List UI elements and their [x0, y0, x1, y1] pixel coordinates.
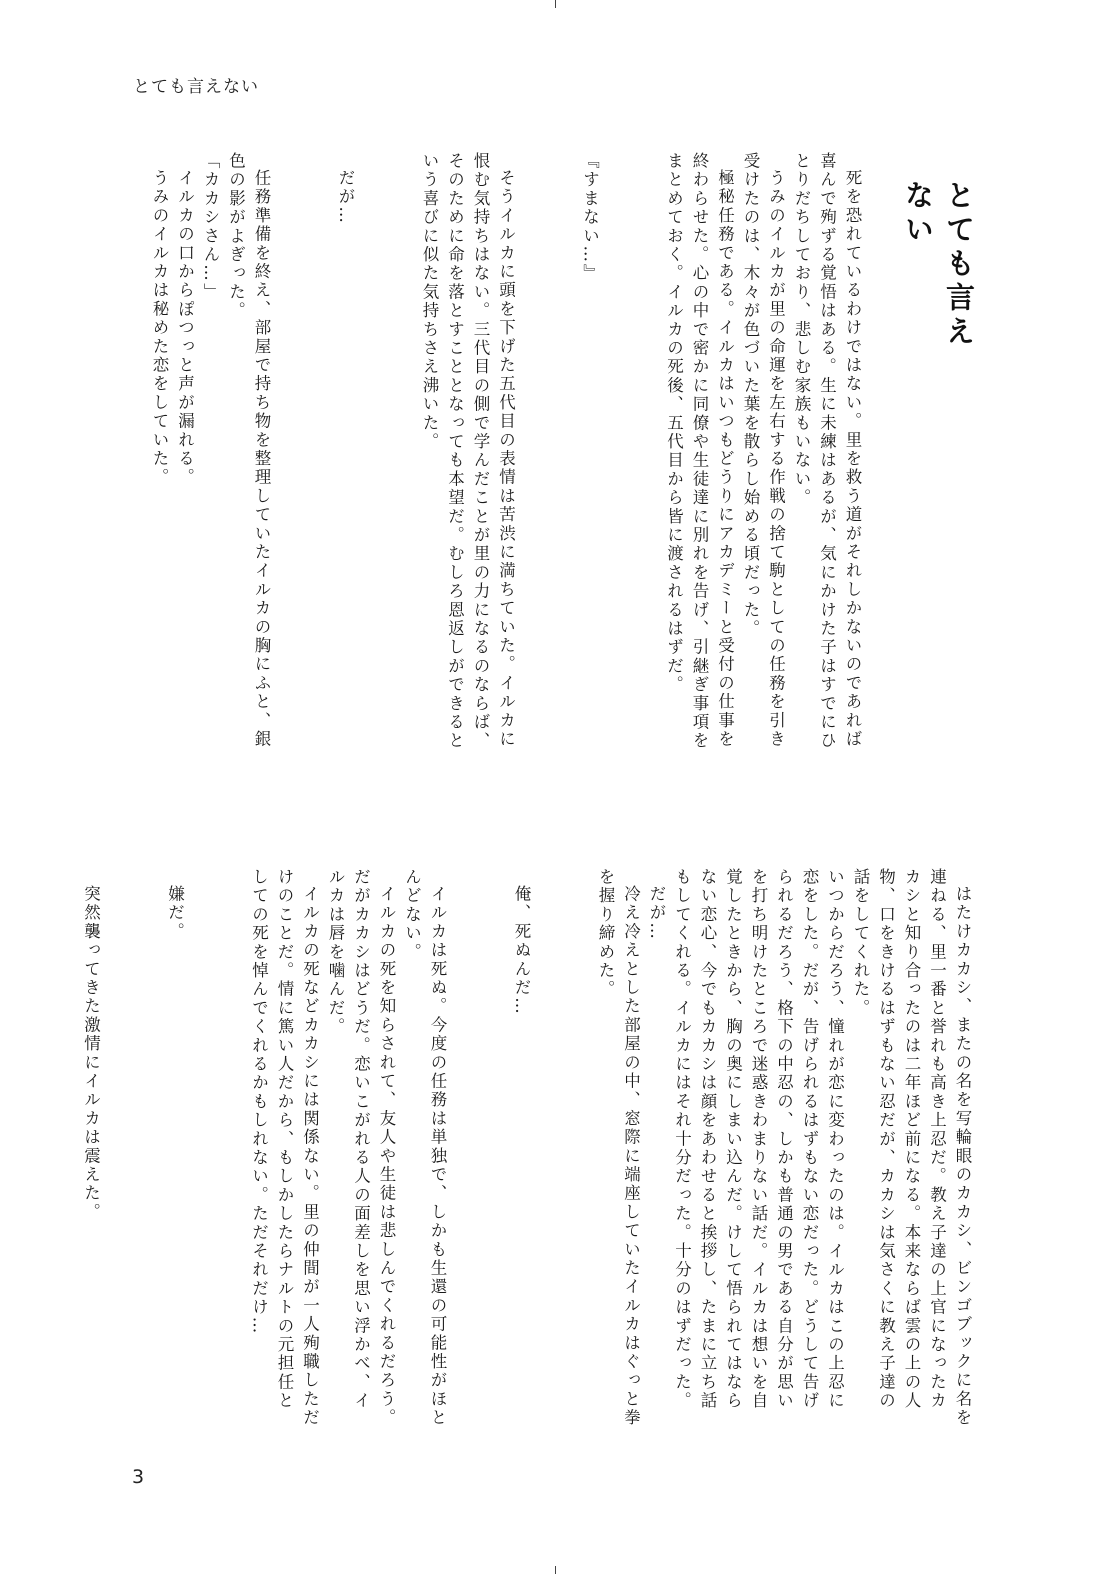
story-title: とても言えない: [901, 180, 976, 350]
paragraph: うみのイルカが里の命運を左右する作戦の捨て駒としての任務を引き受けたのは、木々が色づいた葉を散らし始める頃だった。: [741, 152, 786, 749]
paragraph: そうイルカに頭を下げた五代目の表情は苦渋に満ちていた。イルカに恨む気持ちはない。三代目の側で学んだことが里の力になるのならば、そのために命を落とすこととなっても本望だ。むしろ恩返しができるという喜びに似た気持ちさえ沸いた。: [420, 152, 516, 751]
blank-line: [291, 152, 317, 752]
paragraph: 任務準備を終え、部屋で持ち物を整理していたイルカの胸にふと、銀色の影がよぎった。: [226, 152, 271, 749]
paragraph: 冷え冷えとした部屋の中、窓際に端座していたイルカはぐっと拳を握り締めた。: [596, 868, 641, 1427]
paragraph: いつからだろう、憧れが恋に変わったのは。イルカはこの上忍に恋をした。だが、告げられるはずもない恋だった。どうして告げられるだろう、格下の中忍の、しかも普通の男である自分が思いを打ち明けたところで迷惑きわまりない話だ。イルカは想いを自覚したときから、胸の奥にしまい込んだ。けして悟られてはならない恋心、今でもカカシは顔をあわせると挨拶し、たまに立ち話もしてくれる。イルカにはそれ十分だった。十分のはずだった。: [672, 868, 845, 1411]
paragraph: 死を恐れているわけではない。里を救う道がそれしかないのであれば喜んで殉ずる覚悟はある。生に未練はあるが、気にかけた子はすでにひとりだちしており、悲しむ家族もいない。: [792, 152, 862, 751]
paragraph: 突然襲ってきた激情にイルカは震えた。: [81, 884, 101, 1222]
paragraph: イルカの死を知らされて、友人や生徒は悲しんでくれるだろう。だがカカシはどうだ。恋いこがれる人の面差しを思い浮かべ、イルカは唇を噛んだ。: [326, 868, 396, 1427]
paragraph: 「カカシさん…」: [201, 152, 220, 302]
paragraph: だが…: [336, 168, 355, 225]
paragraph: 『すまない…』: [580, 152, 600, 283]
text-column-bottom: [81, 868, 975, 1428]
page-number: 3: [132, 1466, 145, 1488]
paragraph: だが…: [647, 884, 666, 941]
blank-line: [204, 868, 230, 1428]
text-column-top: [150, 152, 865, 752]
blank-line: [535, 152, 561, 752]
paragraph: はたけカカシ、またの名を写輪眼のカカシ、ビンゴブックに名を連ねる、里一番と誉れも高き上忍だ。教え子達の上官になったカカシと知り合ったのは二年ほど前になる。本来ならば雲の上の人物、口をきけるはずもない忍だが、カカシは気さくに教え子達の話をしてくれた。: [851, 868, 972, 1427]
paragraph: 嫌だ。: [165, 884, 185, 941]
paragraph: イルカは死ぬ。今度の任務は単独で、しかも生還の可能性がほとんどない。: [402, 868, 447, 1427]
blank-line: [375, 152, 401, 752]
blank-line: [120, 868, 146, 1428]
paragraph: うみのイルカは秘めた恋をしていた。: [150, 168, 169, 487]
blank-line: [551, 868, 577, 1428]
paragraph: イルカの口からぽつっと声が漏れる。: [175, 168, 195, 487]
blank-line: [619, 152, 645, 752]
paragraph: イルカの死などカカシには関係ない。里の仲間が一人殉職しただけのことだ。情に篤い人だから、もしかしたらナルトの元担任としての死を悼んでくれるかもしれない。ただそれだけ…: [249, 868, 320, 1427]
crop-mark-top: [555, 0, 556, 8]
crop-mark-bottom: [555, 1566, 556, 1574]
paragraph: 極秘任務である。イルカはいつもどうりにアカデミーと受付の仕事を終わらせた。心の中で密かに同僚や生徒達に別れを告げ、引継ぎ事項をまとめておく。イルカの死後、五代目から皆に渡されるはずだ。: [664, 152, 735, 751]
blank-line: [467, 868, 493, 1428]
running-head: とても言えない: [133, 77, 259, 97]
paragraph: 俺、死ぬんだ…: [512, 884, 531, 1016]
